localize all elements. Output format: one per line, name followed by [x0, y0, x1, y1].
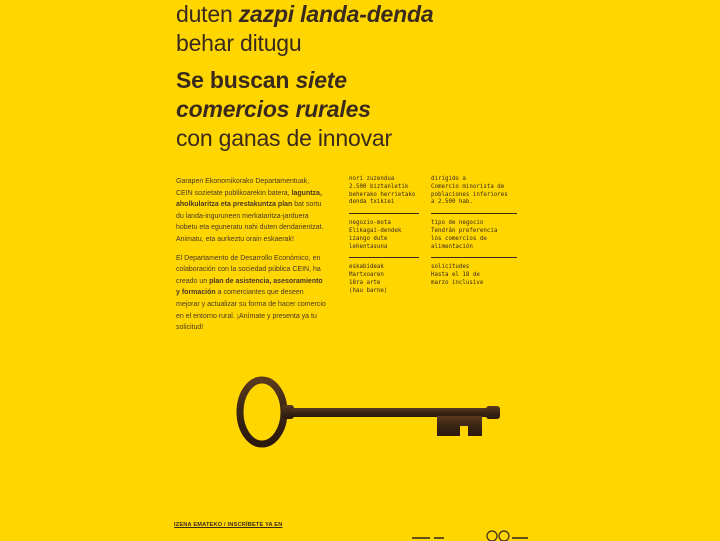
- headline-es-line-1-text: Se buscan: [176, 67, 296, 93]
- footer-logos: [412, 529, 532, 541]
- headline: [176, 0, 433, 153]
- headline-es-line-2: [176, 95, 433, 124]
- headline-eu-line-2: behar ditugu: [176, 30, 302, 56]
- footer-link[interactable]: IZENA EMATEKO / INSCRÍBETE YA EN: [174, 522, 283, 528]
- body-paragraph-eu: [176, 176, 326, 246]
- body-es-bold: plan de asistencia, asesoramiento y formación: [176, 277, 323, 297]
- headline-eu-line-1: [176, 0, 433, 29]
- divider: [431, 257, 517, 258]
- info-eu-block: nori zuzendua 2.500 biztanletik beherako herrietako denda txikiei: [349, 176, 416, 206]
- body-eu-text-1: Garapen Ekonomikorako Departamentuak, CEIN sozietate publikoarekin batera,: [176, 178, 310, 197]
- info-es-block: solicitudes Hasta el 18 de marzo inclusive: [431, 264, 484, 286]
- info-column-es: [431, 176, 517, 294]
- divider: [349, 213, 419, 214]
- info-eu-block: negozio-mota Elikagai-dendek izango dute lehentasuna: [349, 220, 402, 250]
- info-column-eu: [349, 176, 419, 302]
- divider: [349, 257, 419, 258]
- body-text: [176, 176, 326, 341]
- body-paragraph-es: [176, 253, 326, 334]
- coat-of-arms-icon: [487, 531, 497, 541]
- info-es-block: dirigido a Comercio minorista de poblaciones inferiores a 2.500 hab.: [431, 176, 508, 206]
- body-eu-bold: laguntza, aholkularitza eta prestakuntza plan: [176, 189, 322, 209]
- body-es-text-2: a comerciantes que deseen mejorar y actualizar su forma de hacer comercio en el entorno rural. ¡Anímate y presenta ya tu solicitud!: [176, 289, 326, 332]
- body-eu-text-2: bat sortu du landa-inguruneen merkataritza-jarduera hobetu eta eguneratu nahi duten dendarientzat. Animatu, eta aurkeztu orain eskaerak!: [176, 201, 324, 243]
- info-es-block: tipo de negocio Tendrán preferencia los comercios de alimentación: [431, 220, 498, 250]
- headline-es-line-3: con ganas de innovar: [176, 125, 392, 151]
- key-icon: [232, 372, 512, 456]
- headline-eu-line-1-text: duten: [176, 1, 239, 27]
- headline-es-line-2-emphasis: comercios rurales: [176, 96, 371, 122]
- divider: [431, 213, 517, 214]
- info-eu-block: eskabideak Martxoaren 18ra arte (hau barne): [349, 264, 388, 294]
- headline-es-line-1-emphasis: siete: [295, 67, 347, 93]
- body-es-text-1: El Departamento de Desarrollo Económico, en colaboración con la sociedad pública CEIN, ha creado un: [176, 254, 321, 285]
- headline-es-line-1: [176, 66, 433, 95]
- headline-eu-line-1-emphasis: zazpi landa-denda: [238, 1, 434, 27]
